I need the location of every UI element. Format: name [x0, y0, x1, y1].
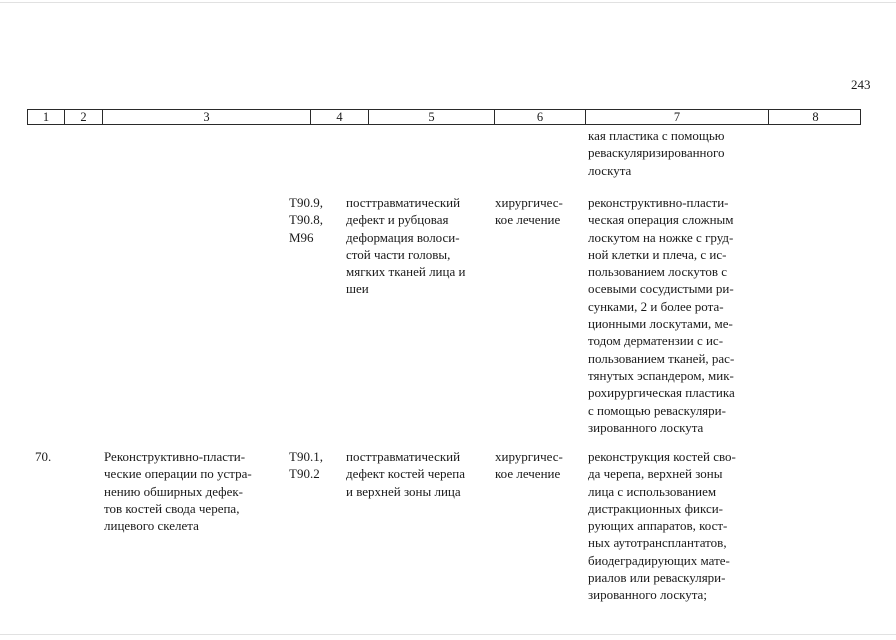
row2-col7: реконструкция костей сво- да черепа, верхней зоны лица с использованием дистракционных фикси- рующих аппаратов, кост- ных аутотрансплантатов, биодеградирующих мате- риалов или реваскуляри- зированного лоскута;: [588, 449, 736, 603]
page-number: 243: [851, 77, 871, 92]
header-col-4: 4: [311, 110, 369, 124]
scan-edge-top: [0, 2, 896, 3]
row1-col6: хирургичес- кое лечение: [495, 195, 563, 228]
continuation-col7: кая пластика с помощью реваскуляризированного лоскута: [588, 128, 725, 178]
header-col-6: 6: [495, 110, 586, 124]
row2-col3: Реконструктивно-пласти- ческие операции по устра- нению обширных дефек- тов костей свода черепа, лицевого скелета: [104, 449, 252, 534]
row1-col5: посттравматический дефект и рубцовая деформация волоси- стой части головы, мягких тканей лица и шеи: [346, 195, 466, 297]
row2-col1: 70.: [35, 449, 52, 464]
row2-col4: Т90.1, Т90.2: [289, 449, 323, 482]
header-col-7: 7: [586, 110, 769, 124]
row2-col6: хирургичес- кое лечение: [495, 449, 563, 482]
row2-col5: посттравматический дефект костей черепа и верхней зоны лица: [346, 449, 466, 499]
header-col-8: 8: [812, 110, 819, 124]
header-col-5: 5: [369, 110, 495, 124]
row1-col4: Т90.9, Т90.8, М96: [289, 195, 323, 245]
header-col-1: 1: [28, 110, 65, 124]
scan-edge-bottom: [0, 634, 896, 635]
header-col-2: 2: [65, 110, 103, 124]
header-col-3: 3: [103, 110, 311, 124]
table-header-row: [27, 109, 861, 125]
row1-col7: реконструктивно-пласти- ческая операция сложным лоскутом на ножке с груд- ной клетки и плеча, с ис- пользованием лоскутов с осевыми сосудистыми ри- сунками, 2 и более рота- ционными лоскутами, ме- тодом дерматензии с ис- пользованием тканей, рас- тянутых эспандером, мик- рохирургическая пластика с помощью реваскуляри- зированного лоскута: [588, 195, 735, 435]
